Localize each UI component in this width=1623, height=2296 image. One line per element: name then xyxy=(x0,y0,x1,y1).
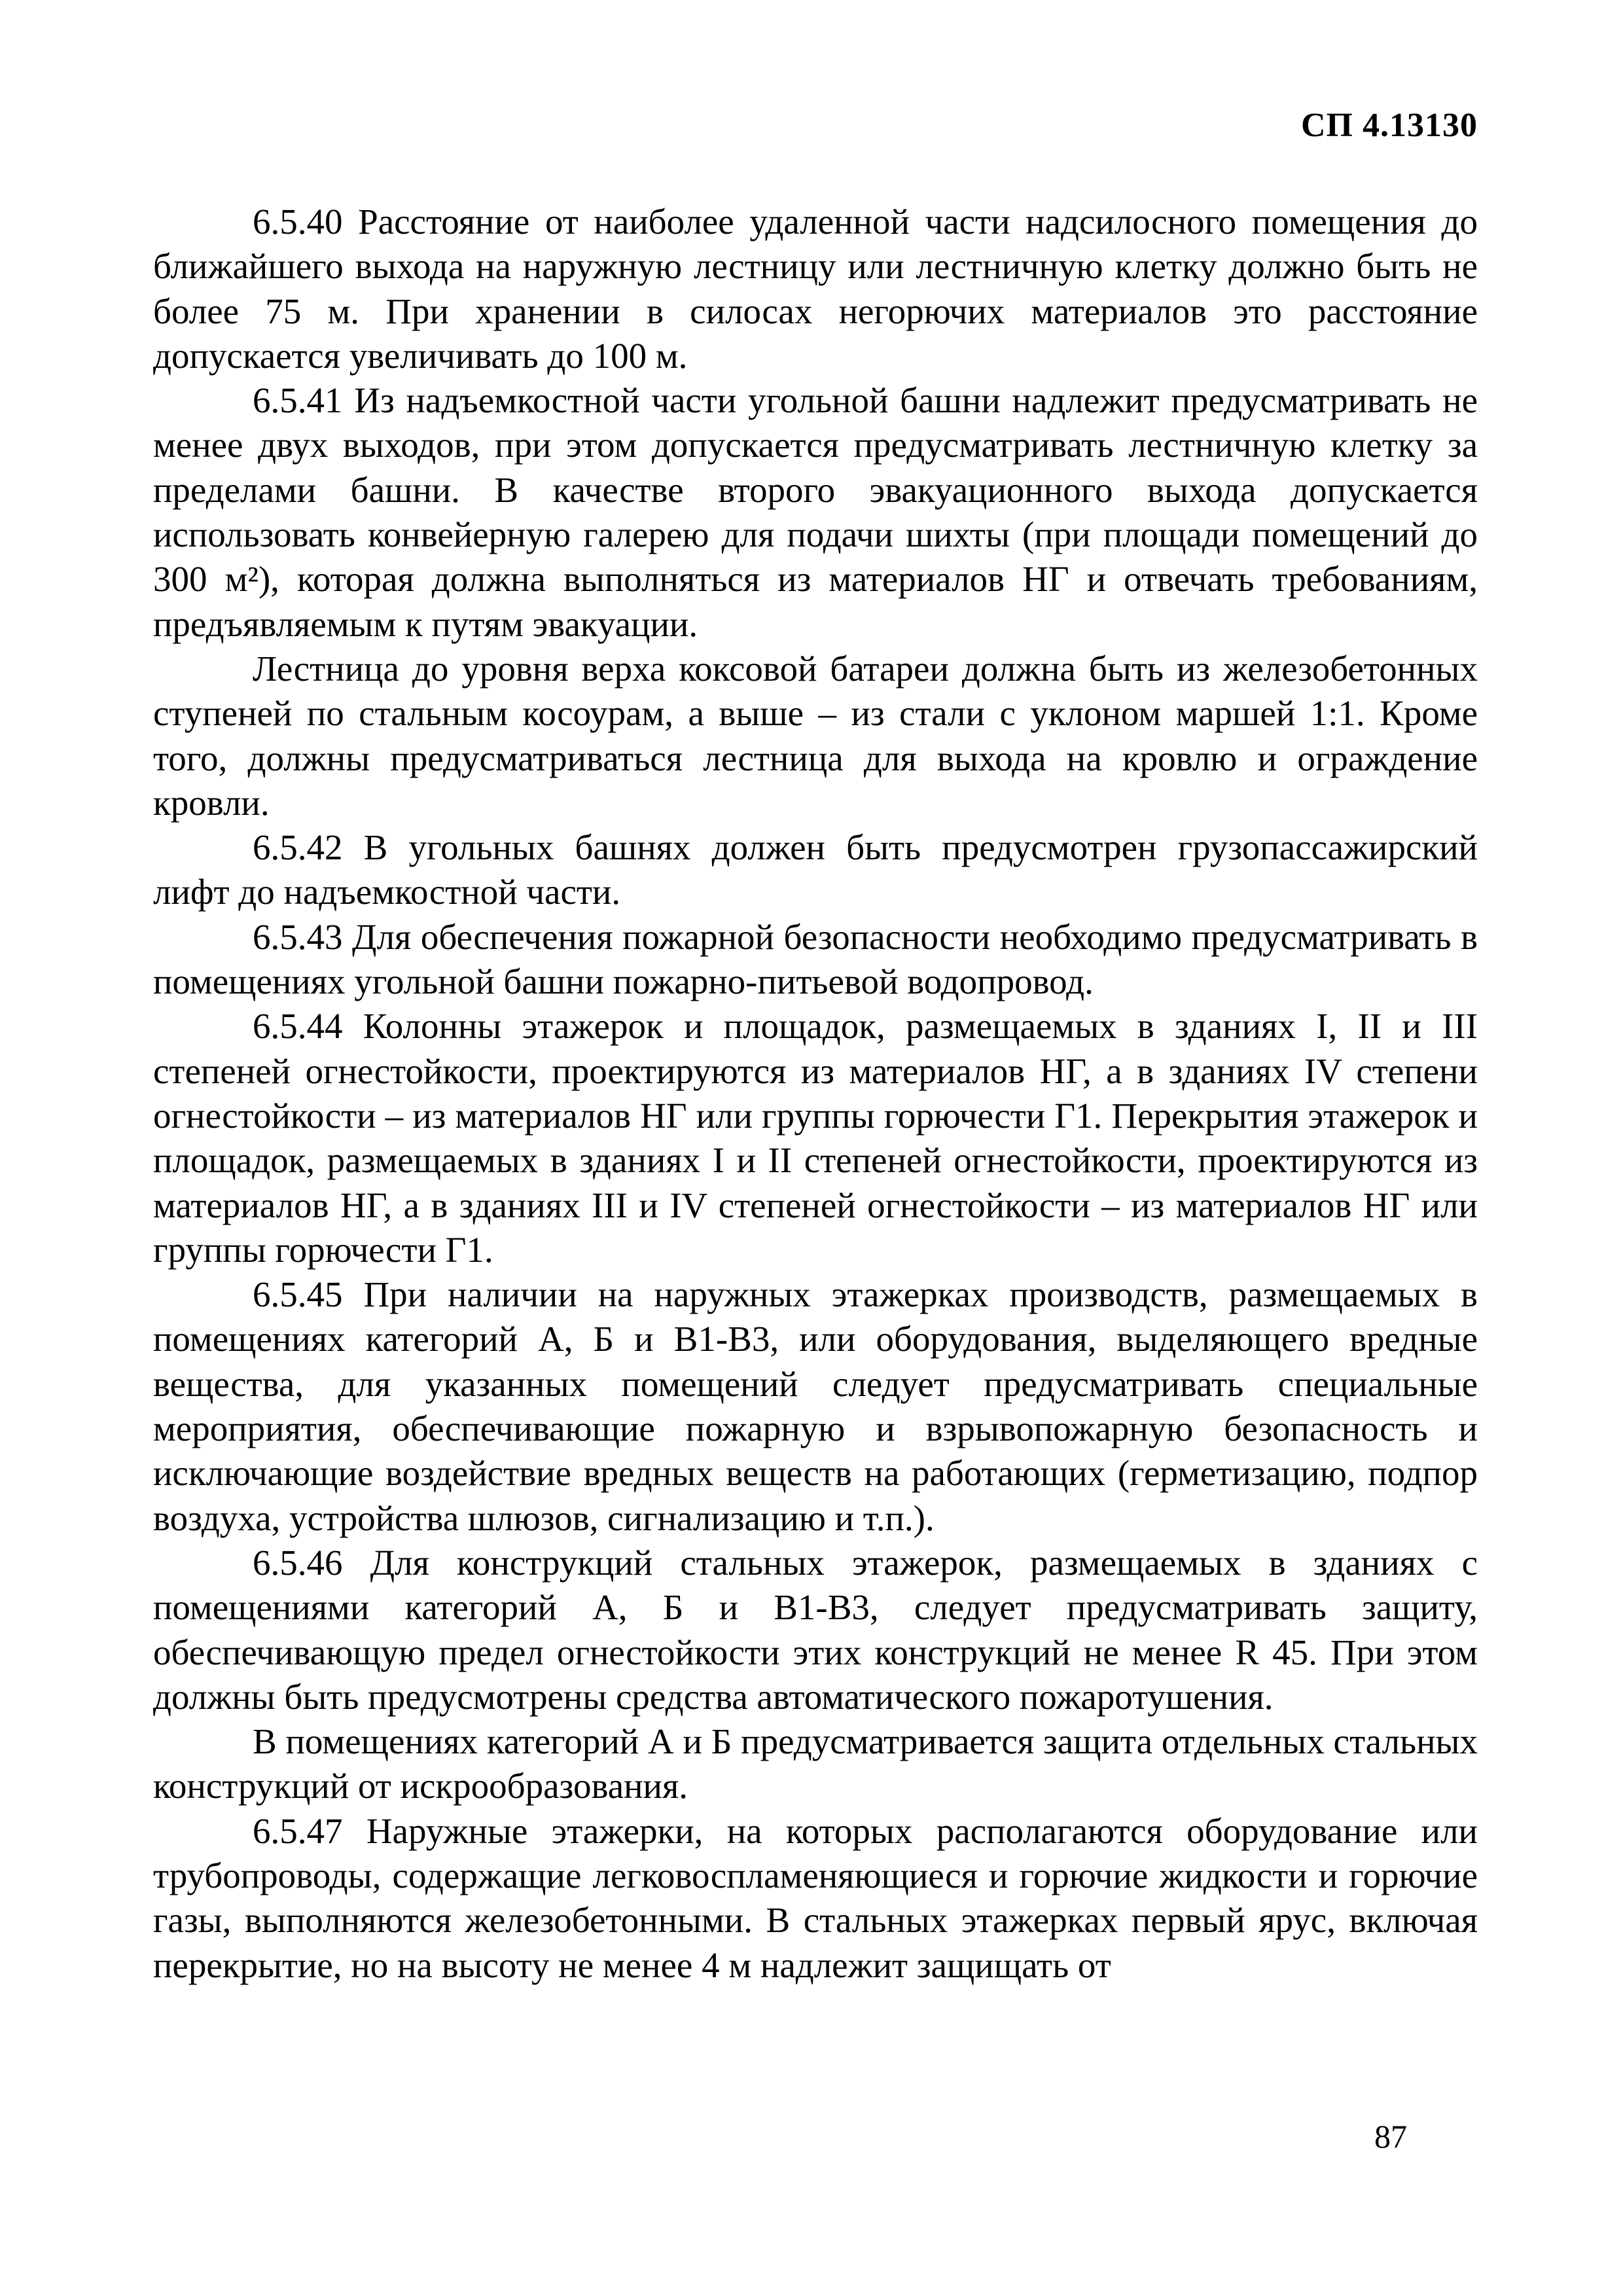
paragraph-6-5-42: 6.5.42 В угольных башнях должен быть предусмотрен грузопассажирский лифт до надъемкостной части. xyxy=(153,827,1478,912)
page-number: 87 xyxy=(1374,2118,1407,2155)
document-body xyxy=(153,200,1478,1988)
paragraph-6-5-45: 6.5.45 При наличии на наружных этажерках производств, размещаемых в помещениях категорий А, Б и В1-В3, или оборудования, выделяющего вредные вещества, для указанных помещений следует предусматривать специальные мероприятия, обеспечивающие пожарную и взрывопожарную безопасность и исключающие воздействие вредных веществ на работающих (герметизацию, подпор воздуха, устройства шлюзов, сигнализацию и т.п.). xyxy=(153,1274,1478,1538)
paragraph-6-5-44: 6.5.44 Колонны этажерок и площадок, размещаемых в зданиях I, II и III степеней огнестойкости, проектируются из материалов НГ, а в зданиях IV степени огнестойкости – из материалов НГ или группы горючести Г1. Перекрытия этажерок и площадок, размещаемых в зданиях I и II степеней огнестойкости, проектируются из материалов НГ, а в зданиях III и IV степеней огнестойкости – из материалов НГ или группы горючести Г1. xyxy=(153,1006,1478,1270)
paragraph-6-5-47: 6.5.47 Наружные этажерки, на которых располагаются оборудование или трубопроводы, содержащие легковоспламеняющиеся и горючие жидкости и горючие газы, выполняются железобетонными. В стальных этажерках первый ярус, включая перекрытие, но на высоту не менее 4 м надлежит защищать от xyxy=(153,1810,1478,1985)
paragraph-6-5-40: 6.5.40 Расстояние от наиболее удаленной части надсилосного помещения до ближайшего выхода на наружную лестницу или лестничную клетку должно быть не более 75 м. При хранении в силосах негорючих материалов это расстояние допускается увеличивать до 100 м. xyxy=(153,202,1478,376)
paragraph-stairs: Лестница до уровня верха коксовой батареи должна быть из железобетонных ступеней по стальным косоурам, а выше – из стали с уклоном маршей 1:1. Кроме того, должны предусматриваться лестница для выхода на кровлю и ограждение кровли. xyxy=(153,648,1478,823)
document-code-header: СП 4.13130 xyxy=(1301,107,1478,144)
paragraph-6-5-43: 6.5.43 Для обеспечения пожарной безопасности необходимо предусматривать в помещениях угольной башни пожарно-питьевой водопровод. xyxy=(153,916,1478,1002)
paragraph-6-5-46: 6.5.46 Для конструкций стальных этажерок, размещаемых в зданиях с помещениями категорий А, Б и В1-В3, следует предусматривать защиту, обеспечивающую предел огнестойкости этих конструкций не менее R 45. При этом должны быть предусмотрены средства автоматического пожаротушения. xyxy=(153,1542,1478,1717)
paragraph-6-5-41: 6.5.41 Из надъемкостной части угольной башни надлежит предусматривать не менее двух выходов, при этом допускается предусматривать лестничную клетку за пределами башни. В качестве второго эвакуационного выхода допускается использовать конвейерную галерею для подачи шихты (при площади помещений до 300 м²), которая должна выполняться из материалов НГ и отвечать требованиям, предъявляемым к путям эвакуации. xyxy=(153,380,1478,644)
paragraph-spark-protection: В помещениях категорий А и Б предусматривается защита отдельных стальных конструкций от искрообразования. xyxy=(153,1721,1478,1806)
